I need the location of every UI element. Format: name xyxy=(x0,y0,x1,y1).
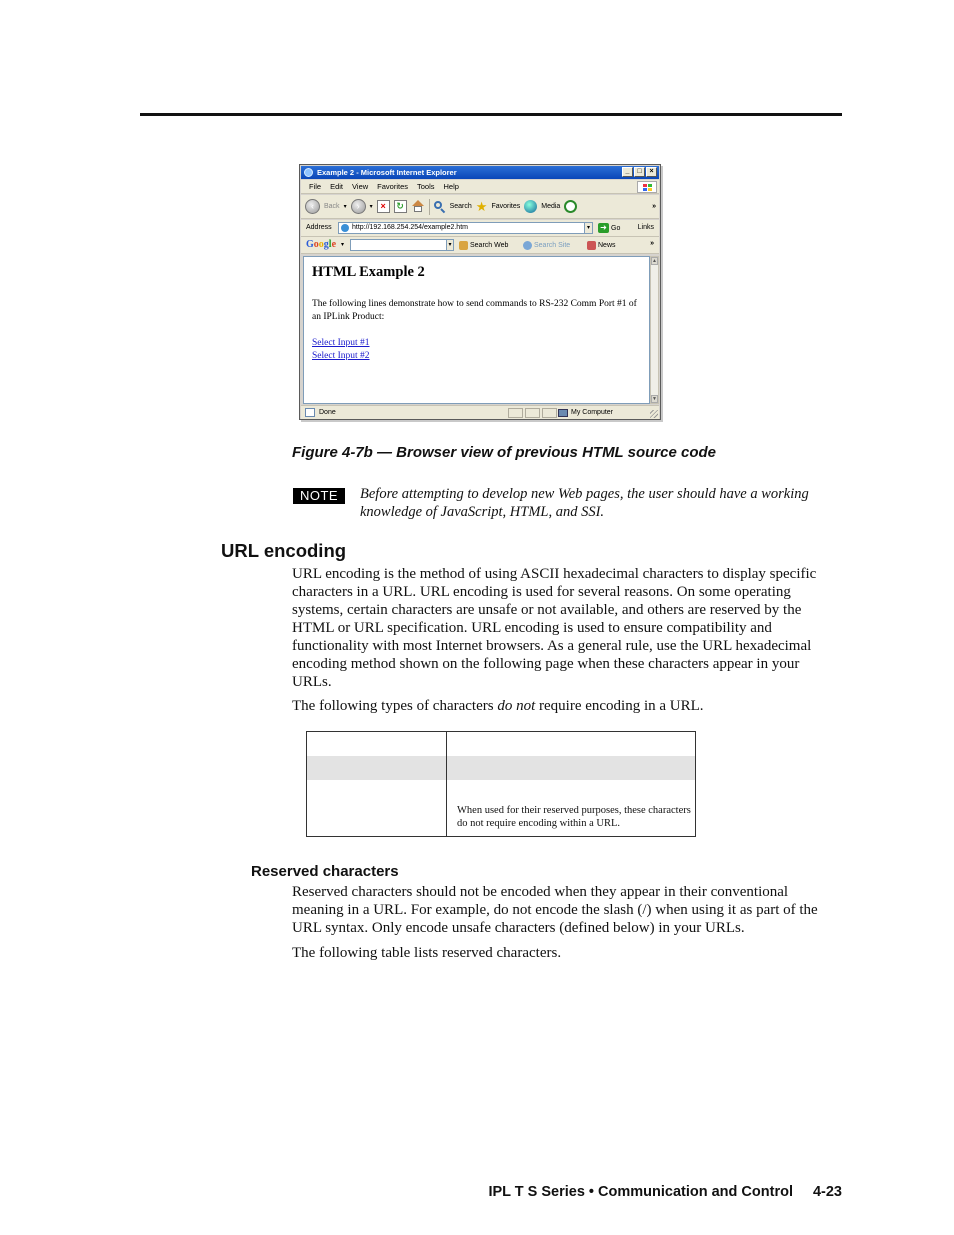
subsection-heading: Reserved characters xyxy=(251,863,399,880)
page-heading: HTML Example 2 xyxy=(312,264,425,280)
search-site-icon xyxy=(523,241,532,250)
status-panel xyxy=(525,408,540,418)
not-encoded-intro xyxy=(292,697,842,715)
table-row xyxy=(307,756,695,780)
page-number: 4-23 xyxy=(812,1184,842,1200)
address-input[interactable]: http://192.168.254.254/example2.htm xyxy=(338,222,591,234)
google-toolbar xyxy=(301,237,659,254)
browser-screenshot xyxy=(299,164,661,420)
windows-logo-icon xyxy=(637,181,657,193)
forward-arrow-icon[interactable]: › xyxy=(351,199,366,214)
menu-favorites[interactable]: Favorites xyxy=(377,182,408,191)
close-icon[interactable]: × xyxy=(646,167,657,177)
back-button-label[interactable]: Back xyxy=(324,203,340,210)
internet-explorer-icon xyxy=(304,168,313,177)
intro-text: The following types of characters xyxy=(292,698,498,714)
menu-bar xyxy=(301,180,659,194)
maximize-icon[interactable]: □ xyxy=(634,167,645,177)
google-logo[interactable]: Google xyxy=(306,239,337,250)
search-site-button[interactable] xyxy=(523,241,570,250)
go-button[interactable] xyxy=(598,223,620,233)
media-icon[interactable] xyxy=(524,200,537,213)
window-titlebar xyxy=(301,166,659,179)
vertical-scrollbar[interactable] xyxy=(650,256,659,404)
zone-label: My Computer xyxy=(571,409,614,416)
note-badge: NOTE xyxy=(293,488,345,504)
back-dropdown-icon[interactable]: ▾ xyxy=(343,204,347,210)
menu-tools[interactable]: Tools xyxy=(417,182,435,191)
go-arrow-icon: ➜ xyxy=(598,223,609,233)
forward-dropdown-icon[interactable]: ▾ xyxy=(369,204,373,210)
my-computer-icon xyxy=(558,409,568,417)
figure-caption: Figure 4-7b — Browser view of previous HTML source code xyxy=(292,444,716,461)
history-icon[interactable] xyxy=(564,200,577,213)
menu-help[interactable]: Help xyxy=(443,182,459,191)
google-search-dropdown-icon[interactable]: ▾ xyxy=(446,239,454,251)
standard-toolbar xyxy=(301,195,659,219)
search-site-label: Search Site xyxy=(534,242,571,249)
address-dropdown-icon[interactable]: ▾ xyxy=(584,222,593,234)
url-encoding-paragraph: URL encoding is the method of using ASCII hexadecimal characters to display specific characters in a URL. URL encoding is used for several reasons. On some operating systems, certain characters are unsafe or not available, and others are reserved by the HTML or URL specification. URL encoding is used to ensure compatibility and functionality with most Internet browsers. As a general rule, use the URL hexadecimal encoding method shown on the following page when these characters appear in your URLs. xyxy=(292,566,817,690)
section-heading: URL encoding xyxy=(221,540,347,561)
status-text: Done xyxy=(319,409,336,416)
scroll-down-icon[interactable]: ▼ xyxy=(652,396,657,402)
footer-series: IPL T S Series • Communication and Control xyxy=(488,1184,793,1200)
media-button-label[interactable]: Media xyxy=(541,203,561,210)
minimize-icon[interactable]: _ xyxy=(622,167,633,177)
news-icon xyxy=(587,241,596,250)
menu-view[interactable]: View xyxy=(352,182,369,191)
search-button-label[interactable]: Search xyxy=(449,203,472,210)
status-panel xyxy=(542,408,557,418)
page-done-icon xyxy=(305,408,315,417)
resize-grip-icon[interactable] xyxy=(650,410,658,418)
scroll-up-icon[interactable]: ▲ xyxy=(652,258,657,264)
unencoded-characters-table xyxy=(306,731,696,837)
reserved-table-intro: The following table lists reserved characters. xyxy=(292,945,562,961)
window-title: Example 2 - Microsoft Internet Explorer xyxy=(317,168,457,177)
page-paragraph: The following lines demonstrate how to send commands to RS-232 Comm Port #1 of an IPLink Product: xyxy=(312,299,637,322)
select-input-2-link[interactable]: Select Input #2 xyxy=(312,351,370,361)
search-web-label: Search Web xyxy=(470,242,509,249)
toolbar-overflow-icon[interactable]: » xyxy=(652,203,656,210)
status-panel xyxy=(508,408,523,418)
status-bar xyxy=(301,405,659,419)
reserved-paragraph: Reserved characters should not be encoded when they appear in their conventional meaning in a URL. For example, do not encode the slash (/) when using it as part of the URL syntax. Only encode unsafe characters (defined below) in your URLs. xyxy=(292,884,818,936)
page-footer xyxy=(488,1184,842,1200)
page-viewport xyxy=(303,256,650,404)
google-search-input[interactable] xyxy=(350,239,453,251)
address-label: Address xyxy=(306,224,332,231)
favorites-button-label[interactable]: Favorites xyxy=(491,203,521,210)
window-controls xyxy=(622,167,657,177)
refresh-icon[interactable]: ↻ xyxy=(394,200,407,213)
security-zone xyxy=(558,406,613,419)
stop-icon[interactable]: × xyxy=(377,200,390,213)
home-icon[interactable] xyxy=(411,200,425,213)
search-web-button[interactable] xyxy=(459,241,508,250)
menu-edit[interactable]: Edit xyxy=(330,182,344,191)
intro-emphasis: do not xyxy=(497,698,536,714)
note-text: Before attempting to develop new Web pages, the user should have a working knowledge of JavaScript, HTML, and SSI. xyxy=(360,486,809,520)
news-button[interactable] xyxy=(587,241,616,250)
table-divider xyxy=(446,732,447,836)
news-label: News xyxy=(598,242,616,249)
toolbar-separator xyxy=(429,199,430,215)
select-input-1-link[interactable]: Select Input #1 xyxy=(312,338,370,348)
google-overflow-icon[interactable]: » xyxy=(650,240,654,247)
google-dropdown-icon[interactable]: ▾ xyxy=(341,242,345,248)
menu-file[interactable]: File xyxy=(309,182,322,191)
search-web-icon xyxy=(459,241,468,250)
address-bar xyxy=(301,220,659,237)
search-icon[interactable] xyxy=(434,201,446,213)
back-arrow-icon[interactable]: ‹ xyxy=(305,199,320,214)
links-button[interactable]: Links xyxy=(637,224,654,231)
table-note: When used for their reserved purposes, these characters do not require encoding within a URL. xyxy=(457,805,691,829)
header-rule xyxy=(140,113,842,116)
favorites-star-icon[interactable]: ★ xyxy=(475,199,488,214)
go-label: Go xyxy=(611,224,621,232)
intro-text-end: require encoding in a URL. xyxy=(535,698,704,714)
